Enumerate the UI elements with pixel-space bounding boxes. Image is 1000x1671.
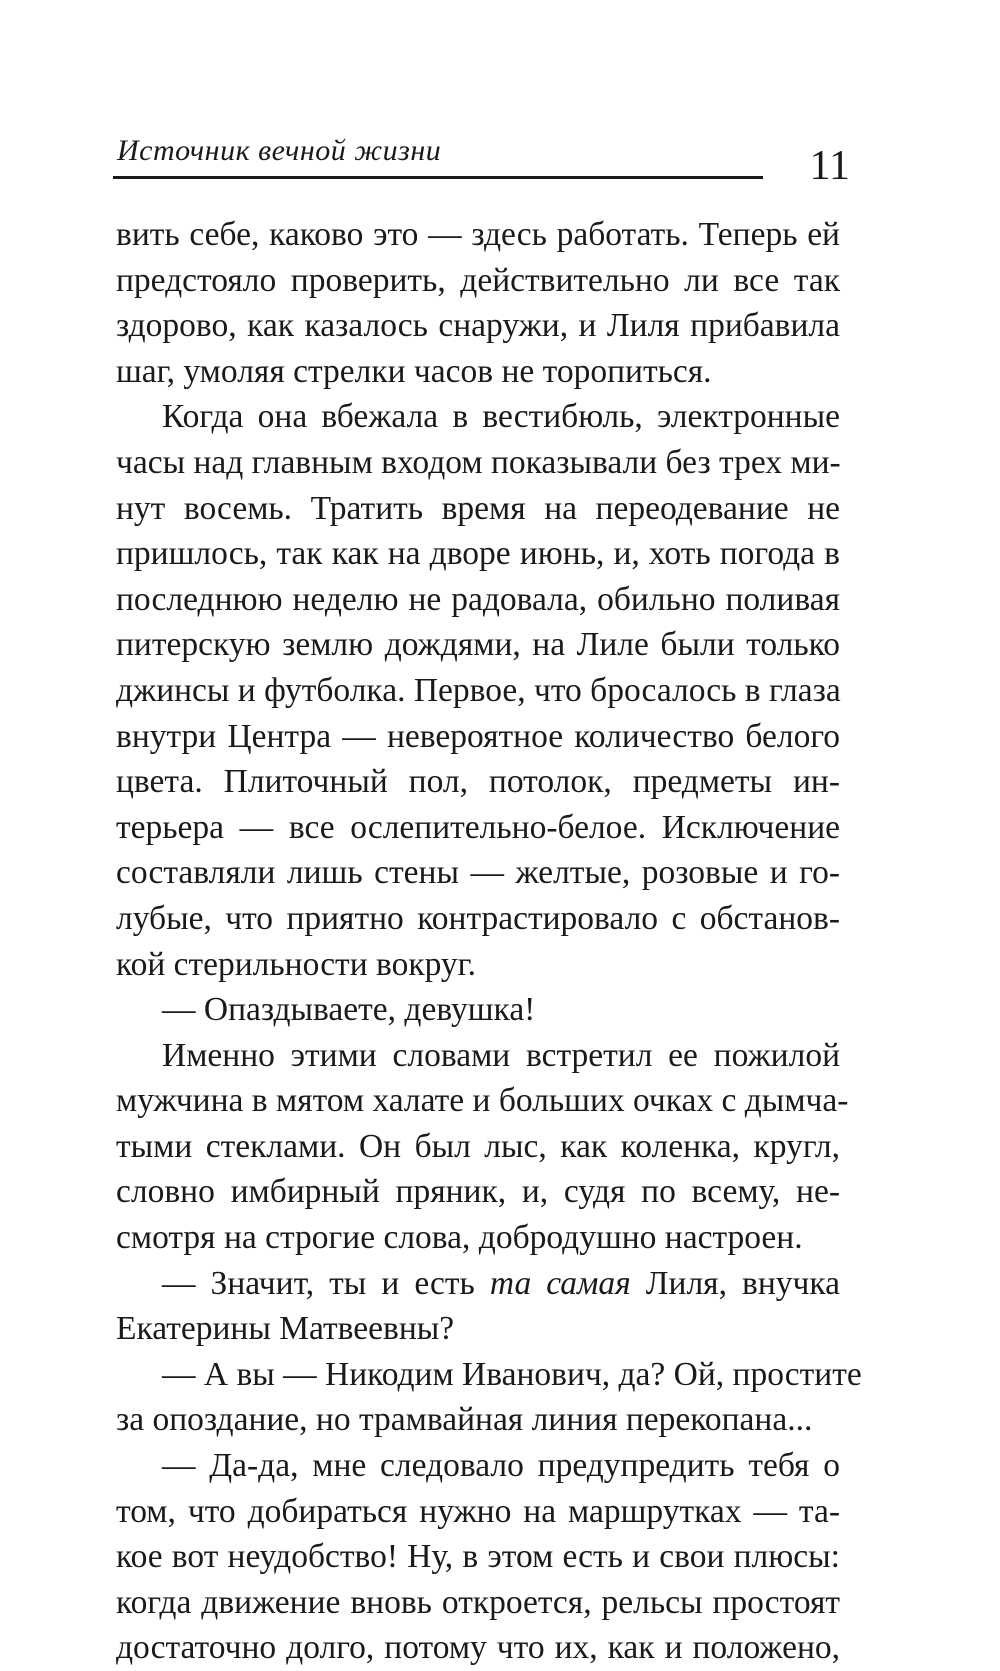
text-line: достаточно долго, потому что их, как и положено, <box>116 1629 840 1667</box>
italic-emphasis: та самая <box>489 1264 631 1302</box>
text-line: Когда она вбежала в вестибюль, электронные <box>162 398 840 436</box>
text-line: здорово, как казалось снаружи, и Лиля прибавила <box>116 307 840 345</box>
text-line: за опоздание, но трамвайная линия перекопана... <box>116 1401 813 1439</box>
text-line: внутри Центра — невероятное количество белого <box>116 717 840 755</box>
page-number: 11 <box>809 143 850 189</box>
dialogue-line: — Опаздываете, девушка! <box>162 991 536 1029</box>
text-line: Екатерины Матвеевны? <box>116 1310 455 1348</box>
body-text <box>116 212 862 1671</box>
text-line: Именно этими словами встретил ее пожилой <box>162 1036 840 1074</box>
text-line: кое вот неудобство! Ну, в этом есть и свои плюсы: <box>116 1538 840 1576</box>
dialogue-text: — Значит, ты и есть <box>162 1264 490 1302</box>
text-line: когда движение вновь откроется, рельсы простоят <box>116 1583 840 1621</box>
text-line: последнюю неделю не радовала, обильно поливая <box>116 580 840 618</box>
text-line: вить себе, каково это — здесь работать. Теперь ей <box>116 216 840 253</box>
text-line: кой стерильности вокруг. <box>116 945 477 983</box>
text-line: цвета. Плиточный пол, потолок, предметы ин- <box>116 763 840 801</box>
dialogue-line: — Да-да, мне следовало предупредить тебя о <box>162 1447 840 1485</box>
text-line: составляли лишь стены — желтые, розовые и го- <box>116 854 840 892</box>
text-line: пришлось, так как на дворе июнь, и, хоть погода в <box>116 535 840 573</box>
text-line: тыми стеклами. Он был лыс, как коленка, кругл, <box>116 1127 840 1165</box>
dialogue-line: — А вы — Никодим Иванович, да? Ой, простите <box>162 1355 862 1393</box>
text-line: питерскую землю дождями, на Лиле были только <box>116 626 840 664</box>
text-line: нут восемь. Тратить время на переодевание не <box>116 489 840 527</box>
header-title: Источник вечной жизни <box>117 134 442 167</box>
dialogue-line <box>116 1261 840 1307</box>
header-rule <box>113 176 763 179</box>
text-line: том, что добираться нужно на маршрутках — та- <box>116 1492 840 1530</box>
text-line: лубые, что приятно контрастировало с обстанов- <box>116 899 840 937</box>
text-line: джинсы и футболка. Первое, что бросалось в глаза <box>116 671 841 709</box>
text-line: предстояло проверить, действительно ли все так <box>116 261 840 299</box>
running-header <box>113 132 763 182</box>
text-line: словно имбирный пряник, и, судя по всему, не- <box>116 1173 840 1211</box>
text-line: смотря на строгие слова, добродушно настроен. <box>116 1219 803 1257</box>
text-line: мужчина в мятом халате и больших очках с дымча- <box>116 1082 849 1120</box>
text-line: терьера — все ослепительно-белое. Исключение <box>116 808 840 846</box>
text-line: часы над главным входом показывали без трех ми- <box>116 443 841 481</box>
text-line: шаг, умоляя стрелки часов не торопиться. <box>116 352 712 390</box>
dialogue-text: Лиля, внучка <box>630 1264 840 1302</box>
